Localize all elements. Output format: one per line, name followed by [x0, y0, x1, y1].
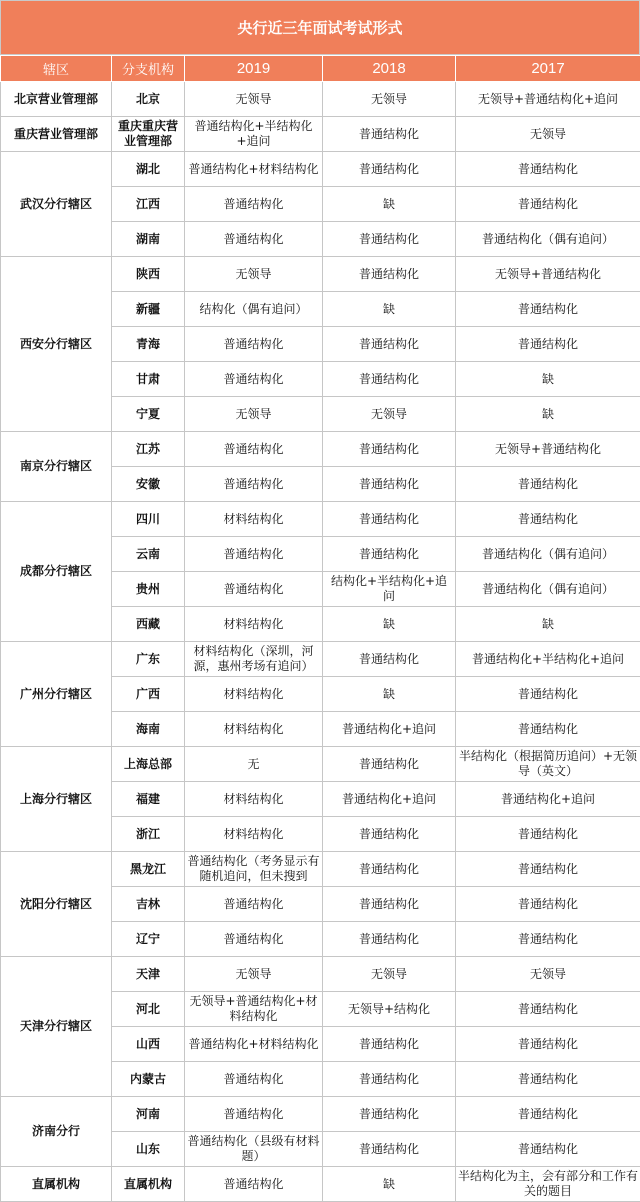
cell-2018: 无领导	[323, 82, 456, 117]
branch-cell: 四川	[112, 502, 185, 537]
cell-2018: 普通结构化	[323, 817, 456, 852]
branch-cell: 重庆重庆营业管理部	[112, 117, 185, 152]
cell-2018: 普通结构化	[323, 852, 456, 887]
cell-2018: 缺	[323, 187, 456, 222]
table-row	[1, 117, 640, 152]
region-cell: 武汉分行辖区	[1, 152, 112, 257]
branch-cell: 河北	[112, 992, 185, 1027]
cell-2019: 普通结构化	[185, 887, 323, 922]
table-row	[1, 642, 640, 677]
cell-2019: 普通结构化	[185, 922, 323, 957]
cell-2018: 普通结构化	[323, 537, 456, 572]
cell-2019: 普通结构化	[185, 537, 323, 572]
region-cell: 济南分行	[1, 1097, 112, 1167]
cell-2019: 普通结构化	[185, 222, 323, 257]
cell-2019: 普通结构化	[185, 1167, 323, 1202]
cell-2017: 半结构化（根据简历追问）+无领导（英文）	[456, 747, 640, 782]
cell-2018: 普通结构化	[323, 1062, 456, 1097]
cell-2019: 普通结构化+半结构化+追问	[185, 117, 323, 152]
cell-2017: 缺	[456, 362, 640, 397]
cell-2017: 普通结构化	[456, 887, 640, 922]
cell-2018: 普通结构化+追问	[323, 712, 456, 747]
branch-cell: 宁夏	[112, 397, 185, 432]
cell-2017: 普通结构化（偶有追问）	[456, 537, 640, 572]
table-row	[1, 852, 640, 887]
cell-2019: 材料结构化	[185, 607, 323, 642]
branch-cell: 云南	[112, 537, 185, 572]
cell-2019: 普通结构化+材料结构化	[185, 1027, 323, 1062]
cell-2018: 结构化+半结构化+追问	[323, 572, 456, 607]
cell-2019: 普通结构化	[185, 467, 323, 502]
cell-2019: 普通结构化	[185, 1097, 323, 1132]
branch-cell: 内蒙古	[112, 1062, 185, 1097]
region-cell: 北京营业管理部	[1, 82, 112, 117]
cell-2017: 无领导+普通结构化	[456, 257, 640, 292]
cell-2017: 半结构化为主，会有部分和工作有关的题目	[456, 1167, 640, 1202]
branch-cell: 北京	[112, 82, 185, 117]
cell-2017: 缺	[456, 397, 640, 432]
cell-2018: 缺	[323, 607, 456, 642]
cell-2017: 普通结构化	[456, 467, 640, 502]
header-2018: 2018	[323, 56, 456, 82]
cell-2018: 缺	[323, 677, 456, 712]
cell-2017: 普通结构化	[456, 327, 640, 362]
region-cell: 成都分行辖区	[1, 502, 112, 642]
branch-cell: 直属机构	[112, 1167, 185, 1202]
cell-2019: 普通结构化	[185, 1062, 323, 1097]
branch-cell: 吉林	[112, 887, 185, 922]
cell-2019: 普通结构化（县级有材料题）	[185, 1132, 323, 1167]
cell-2019: 普通结构化	[185, 572, 323, 607]
cell-2019: 材料结构化（深圳，河源，惠州考场有追问）	[185, 642, 323, 677]
branch-cell: 海南	[112, 712, 185, 747]
cell-2019: 普通结构化+材料结构化	[185, 152, 323, 187]
cell-2017: 普通结构化（偶有追问）	[456, 572, 640, 607]
branch-cell: 河南	[112, 1097, 185, 1132]
cell-2018: 缺	[323, 292, 456, 327]
region-cell: 重庆营业管理部	[1, 117, 112, 152]
table-row	[1, 747, 640, 782]
region-cell: 沈阳分行辖区	[1, 852, 112, 957]
region-cell: 天津分行辖区	[1, 957, 112, 1097]
interview-format-table	[0, 55, 640, 1202]
cell-2017: 普通结构化+半结构化+追问	[456, 642, 640, 677]
cell-2019: 普通结构化	[185, 327, 323, 362]
cell-2019: 材料结构化	[185, 782, 323, 817]
branch-cell: 黑龙江	[112, 852, 185, 887]
branch-cell: 山西	[112, 1027, 185, 1062]
branch-cell: 甘肃	[112, 362, 185, 397]
cell-2019: 材料结构化	[185, 677, 323, 712]
table-row	[1, 257, 640, 292]
cell-2017: 普通结构化	[456, 817, 640, 852]
cell-2019: 普通结构化	[185, 187, 323, 222]
cell-2019: 无领导	[185, 82, 323, 117]
cell-2019: 材料结构化	[185, 502, 323, 537]
branch-cell: 贵州	[112, 572, 185, 607]
table-row	[1, 957, 640, 992]
region-cell: 西安分行辖区	[1, 257, 112, 432]
branch-cell: 辽宁	[112, 922, 185, 957]
cell-2019: 无领导+普通结构化+材料结构化	[185, 992, 323, 1027]
branch-cell: 福建	[112, 782, 185, 817]
branch-cell: 湖南	[112, 222, 185, 257]
cell-2017: 普通结构化	[456, 187, 640, 222]
branch-cell: 青海	[112, 327, 185, 362]
cell-2017: 无领导+普通结构化	[456, 432, 640, 467]
cell-2018: 普通结构化	[323, 1097, 456, 1132]
cell-2018: 普通结构化	[323, 922, 456, 957]
cell-2017: 普通结构化	[456, 992, 640, 1027]
table-row	[1, 152, 640, 187]
branch-cell: 西藏	[112, 607, 185, 642]
cell-2018: 缺	[323, 1167, 456, 1202]
header-2019: 2019	[185, 56, 323, 82]
cell-2017: 无领导	[456, 117, 640, 152]
cell-2019: 无领导	[185, 957, 323, 992]
branch-cell: 江苏	[112, 432, 185, 467]
header-2017: 2017	[456, 56, 640, 82]
region-cell: 直属机构	[1, 1167, 112, 1202]
header-row	[1, 56, 640, 82]
table-row	[1, 1167, 640, 1202]
cell-2019: 材料结构化	[185, 817, 323, 852]
cell-2017: 普通结构化	[456, 152, 640, 187]
branch-cell: 广西	[112, 677, 185, 712]
cell-2018: 普通结构化	[323, 502, 456, 537]
cell-2018: 普通结构化	[323, 257, 456, 292]
cell-2017: 普通结构化	[456, 1097, 640, 1132]
cell-2017: 普通结构化+追问	[456, 782, 640, 817]
cell-2019: 普通结构化	[185, 362, 323, 397]
branch-cell: 浙江	[112, 817, 185, 852]
cell-2018: 普通结构化	[323, 432, 456, 467]
branch-cell: 山东	[112, 1132, 185, 1167]
cell-2018: 普通结构化	[323, 117, 456, 152]
cell-2018: 无领导	[323, 397, 456, 432]
cell-2018: 普通结构化	[323, 327, 456, 362]
cell-2018: 普通结构化	[323, 222, 456, 257]
cell-2017: 普通结构化	[456, 922, 640, 957]
cell-2018: 无领导+结构化	[323, 992, 456, 1027]
cell-2018: 普通结构化	[323, 747, 456, 782]
cell-2017: 普通结构化	[456, 292, 640, 327]
cell-2019: 无领导	[185, 257, 323, 292]
cell-2018: 普通结构化	[323, 152, 456, 187]
cell-2017: 普通结构化	[456, 677, 640, 712]
cell-2019: 普通结构化	[185, 432, 323, 467]
cell-2018: 普通结构化	[323, 887, 456, 922]
header-branch: 分支机构	[112, 56, 185, 82]
cell-2017: 普通结构化（偶有追问）	[456, 222, 640, 257]
branch-cell: 天津	[112, 957, 185, 992]
cell-2018: 无领导	[323, 957, 456, 992]
branch-cell: 安徽	[112, 467, 185, 502]
cell-2018: 普通结构化	[323, 1027, 456, 1062]
table-row	[1, 1097, 640, 1132]
page-title: 央行近三年面试考试形式	[0, 0, 640, 55]
branch-cell: 陕西	[112, 257, 185, 292]
branch-cell: 江西	[112, 187, 185, 222]
cell-2019: 无领导	[185, 397, 323, 432]
cell-2019: 结构化（偶有追问）	[185, 292, 323, 327]
region-cell: 广州分行辖区	[1, 642, 112, 747]
cell-2019: 无	[185, 747, 323, 782]
branch-cell: 新疆	[112, 292, 185, 327]
cell-2018: 普通结构化	[323, 642, 456, 677]
cell-2018: 普通结构化	[323, 362, 456, 397]
branch-cell: 上海总部	[112, 747, 185, 782]
region-cell: 南京分行辖区	[1, 432, 112, 502]
cell-2017: 普通结构化	[456, 712, 640, 747]
cell-2017: 缺	[456, 607, 640, 642]
cell-2018: 普通结构化+追问	[323, 782, 456, 817]
table-row	[1, 502, 640, 537]
region-cell: 上海分行辖区	[1, 747, 112, 852]
header-region: 辖区	[1, 56, 112, 82]
cell-2018: 普通结构化	[323, 467, 456, 502]
cell-2017: 普通结构化	[456, 1062, 640, 1097]
cell-2017: 普通结构化	[456, 1027, 640, 1062]
table-row	[1, 82, 640, 117]
cell-2018: 普通结构化	[323, 1132, 456, 1167]
table-row	[1, 432, 640, 467]
cell-2017: 无领导	[456, 957, 640, 992]
cell-2017: 普通结构化	[456, 1132, 640, 1167]
cell-2019: 普通结构化（考务显示有随机追问，但未搜到	[185, 852, 323, 887]
cell-2017: 普通结构化	[456, 502, 640, 537]
branch-cell: 湖北	[112, 152, 185, 187]
cell-2019: 材料结构化	[185, 712, 323, 747]
cell-2017: 普通结构化	[456, 852, 640, 887]
cell-2017: 无领导+普通结构化+追问	[456, 82, 640, 117]
branch-cell: 广东	[112, 642, 185, 677]
